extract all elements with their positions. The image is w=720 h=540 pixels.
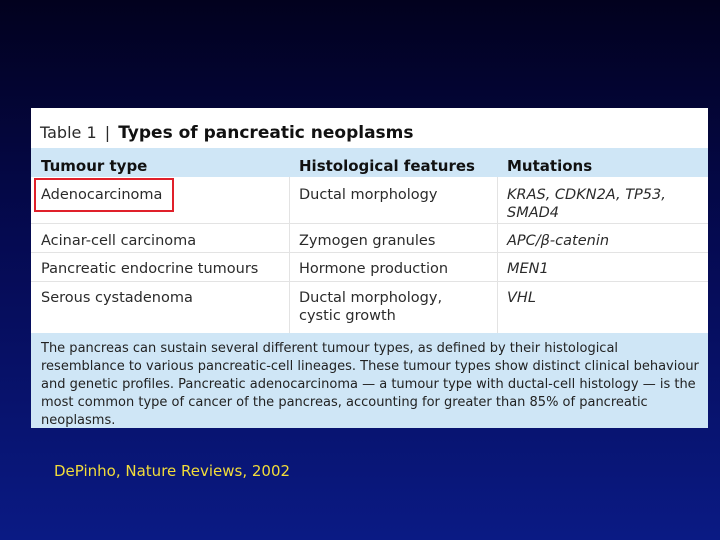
citation: DePinho, Nature Reviews, 2002 xyxy=(54,462,291,480)
cell-tumour-type: Acinar-cell carcinoma xyxy=(41,233,197,249)
table-caption-bar xyxy=(31,108,708,149)
table-row xyxy=(31,224,708,252)
cell-mutations: MEN1 xyxy=(507,261,549,277)
cell-histology xyxy=(299,289,499,325)
cell-histology-line: Ductal morphology, xyxy=(299,290,443,306)
cell-histology: Ductal morphology xyxy=(299,187,438,203)
caption-separator: | xyxy=(104,123,111,142)
column-divider xyxy=(497,177,498,333)
column-divider xyxy=(289,177,290,333)
table-row xyxy=(31,282,708,332)
cell-mutations-line: KRAS, CDKN2A, TP53, xyxy=(507,187,666,203)
cell-histology: Hormone production xyxy=(299,261,449,277)
header-tumour-type: Tumour type xyxy=(41,157,148,175)
footnote-text: The pancreas can sustain several different tumour types, as defined by their histological resemblance to various pancreatic-cell lineages. These tumour types show distinct clinical behaviour and genetic profiles. Pancreatic adenocarcinoma — a tumour type with ductal-cell histology — is the most common type of cancer of the pancreas, accounting for greater than 85% of pancreatic neoplasms. xyxy=(41,341,699,428)
cell-histology: Zymogen granules xyxy=(299,233,436,249)
cell-tumour-type: Adenocarcinoma xyxy=(41,187,163,203)
cell-mutations xyxy=(507,186,702,222)
table-caption xyxy=(40,123,414,143)
cell-mutations-line: SMAD4 xyxy=(507,205,560,221)
cell-histology-line: cystic growth xyxy=(299,308,396,324)
header-histological-features: Histological features xyxy=(299,157,475,175)
cell-tumour-type: Pancreatic endocrine tumours xyxy=(41,261,259,277)
table-title: Types of pancreatic neoplasms xyxy=(118,123,414,143)
cell-mutations: APC/β-catenin xyxy=(507,233,610,249)
cell-mutations: VHL xyxy=(507,290,536,306)
adenocarcinoma-highlight-box xyxy=(34,178,174,212)
table-figure xyxy=(31,108,708,428)
cell-tumour-type: Serous cystadenoma xyxy=(41,290,193,306)
header-mutations: Mutations xyxy=(507,157,593,175)
table-header-row xyxy=(31,148,708,177)
table-label: Table 1 xyxy=(40,123,97,142)
table-footnote xyxy=(31,333,708,428)
table-row xyxy=(31,253,708,281)
